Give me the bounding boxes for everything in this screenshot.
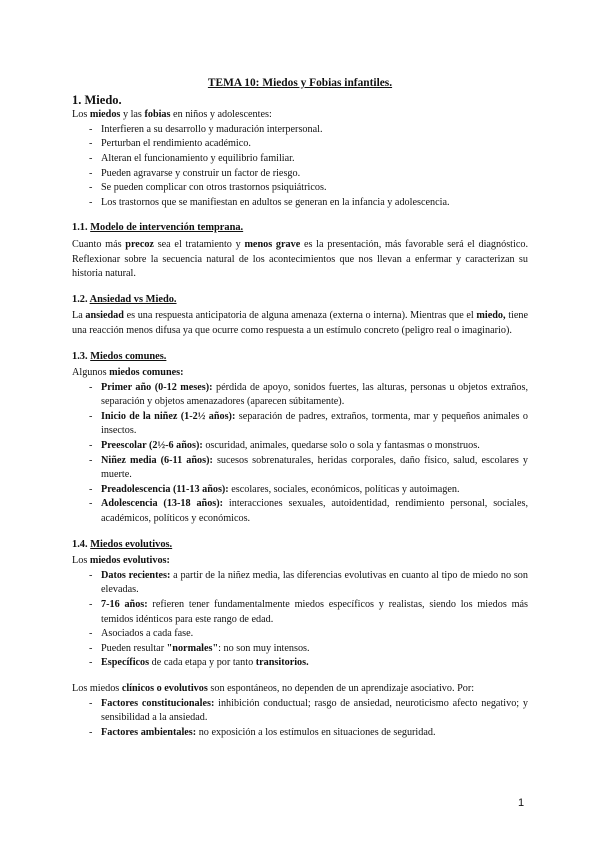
section13-intro: Algunos miedos comunes:	[72, 367, 184, 379]
page-number: 1	[518, 797, 525, 809]
list-item: - Perturban el rendimiento académico.	[72, 137, 528, 152]
list-item: - Factores ambientales: no exposición a los estímulos en situaciones de seguridad.	[72, 726, 528, 741]
section14-paragraph: Los miedos clínicos o evolutivos son espontáneos, no dependen de un aprendizaje asociativo. Por:	[72, 682, 475, 694]
list-item: - Niñez media (6-11 años): sucesos sobrenaturales, heridas corporales, daño físico, salud, escolares y muerte.	[72, 454, 528, 483]
list-item: - Factores constitucionales: inhibición conductual; rasgo de ansiedad, neuroticismo afecto negativo; y sensibilidad a la ansiedad.	[72, 697, 528, 726]
section13-list	[72, 381, 528, 527]
list-item: - Específicos de cada etapa y por tanto transitorios.	[72, 656, 528, 671]
list-item: - Pueden agravarse y construir un factor de riesgo.	[72, 167, 528, 182]
list-item: - 7-16 años: refieren tener fundamentalmente miedos específicos y realistas, siendo los miedos más temidos idénticos para este rango de edad.	[72, 598, 528, 627]
section12-paragraph: La ansiedad es una respuesta anticipatoria de alguna amenaza (externa o interna). Mientras que el miedo, tiene una reacción menos difusa ya que ocurre como respuesta a un estímulo concreto (peligro real o imaginario).	[72, 310, 528, 336]
list-item: - Alteran el funcionamiento y equilibrio familiar.	[72, 152, 528, 167]
section-heading-1-4: 1.4. Miedos evolutivos.	[72, 538, 173, 550]
section1-intro: Los miedos y las fobias en niños y adolescentes:	[72, 109, 272, 121]
section14-factors-list	[72, 697, 528, 741]
list-item: - Datos recientes: a partir de la niñez media, las diferencias evolutivas en cuanto al tipo de miedo no son elevadas.	[72, 569, 528, 598]
list-item: - Se pueden complicar con otros trastornos psiquiátricos.	[72, 181, 528, 196]
document-title: TEMA 10: Miedos y Fobias infantiles.	[207, 77, 393, 89]
list-item: - Adolescencia (13-18 años): interacciones sexuales, autoidentidad, rendimiento personal, sociales, académicos, políticos y económicos.	[72, 497, 528, 526]
section-heading-1-2: 1.2. Ansiedad vs Miedo.	[72, 293, 177, 305]
section14-intro: Los miedos evolutivos:	[72, 555, 170, 567]
list-item: - Primer año (0-12 meses): pérdida de apoyo, sonidos fuertes, las alturas, personas u objetos extraños, separación y objetos amenazadores (aparecen súbitamente).	[72, 381, 528, 410]
list-item: - Pueden resultar "normales": no son muy intensos.	[72, 642, 528, 657]
document-page	[72, 76, 528, 740]
section1-list	[72, 123, 528, 211]
section11-paragraph: Cuanto más precoz sea el tratamiento y menos grave es la presentación, más favorable será el diagnóstico. Reflexionar sobre la secuencia natural de los acontecimientos que nos llevan a enfermar y caracterizan su historia natural.	[72, 238, 528, 280]
section-heading-1-1: 1.1. Modelo de intervención temprana.	[72, 222, 244, 234]
section-heading-1: 1. Miedo.	[72, 92, 122, 107]
list-item: - Preescolar (2½-6 años): oscuridad, animales, quedarse solo o sola y fantasmas o monstruos.	[72, 439, 528, 454]
list-item: - Preadolescencia (11-13 años): escolares, sociales, económicos, políticas y autoimagen.	[72, 483, 528, 498]
section-heading-1-3: 1.3. Miedos comunes.	[72, 350, 167, 362]
list-item: - Los trastornos que se manifiestan en adultos se generan en la infancia y adolescencia.	[72, 196, 528, 211]
list-item: - Asociados a cada fase.	[72, 627, 528, 642]
list-item: - Inicio de la niñez (1-2½ años): separación de padres, extraños, tormenta, mar y pequeños animales o insectos.	[72, 410, 528, 439]
list-item: - Interfieren a su desarrollo y maduración interpersonal.	[72, 123, 528, 138]
section14-list	[72, 569, 528, 671]
